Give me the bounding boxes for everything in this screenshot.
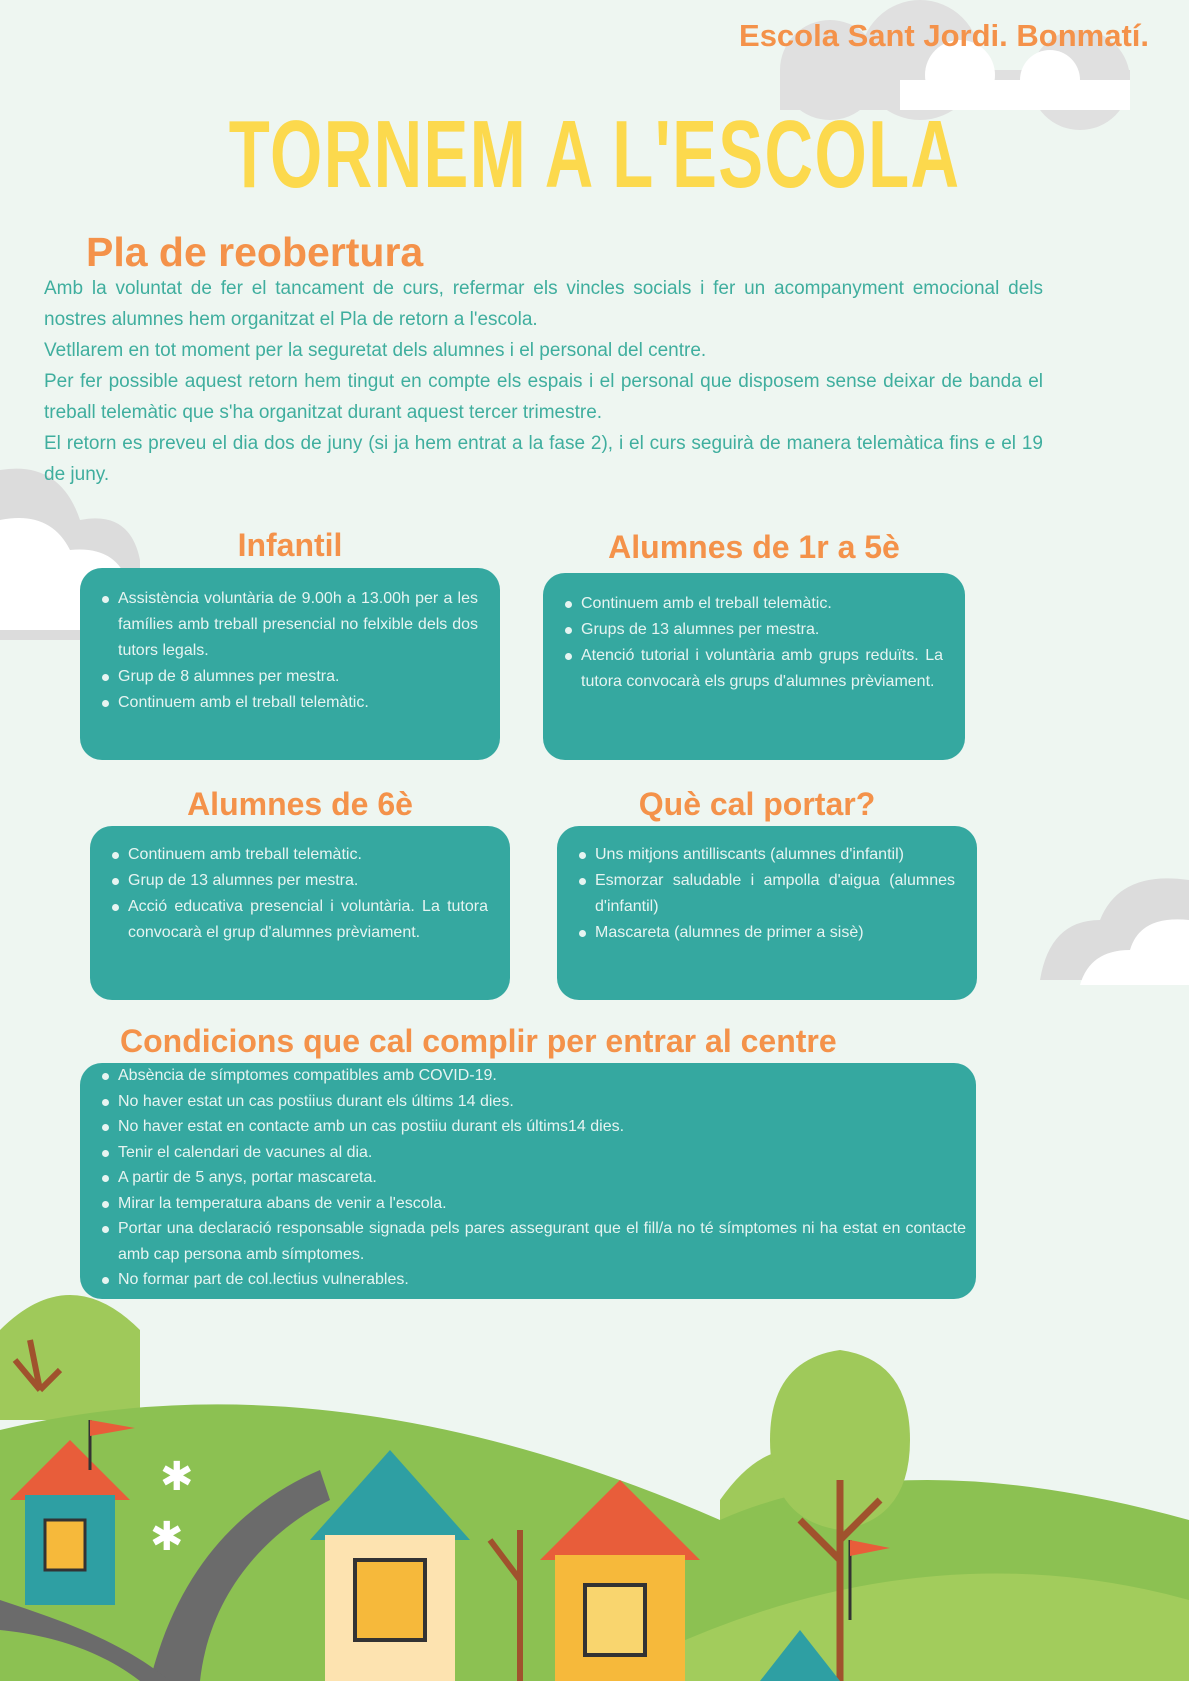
list-item: Esmorzar saludable i ampolla d'aigua (alumnes d'infantil) [579, 868, 955, 920]
page-subtitle: Pla de reobertura [86, 229, 424, 275]
list-item: A partir de 5 anys, portar mascareta. [102, 1165, 966, 1191]
infantil-box [80, 568, 500, 760]
section-heading-primer-cinque: Alumnes de 1r a 5è [608, 529, 900, 565]
list-item: Absència de símptomes compatibles amb COVID-19. [102, 1063, 966, 1089]
page-title [0, 100, 1189, 210]
list-item: Uns mitjons antilliscants (alumnes d'infantil) [579, 842, 955, 868]
list-item: Grups de 13 alumnes per mestra. [565, 617, 943, 643]
list-item: Continuem amb el treball telemàtic. [565, 591, 943, 617]
list-item: Mascareta (alumnes de primer a sisè) [579, 920, 955, 946]
condicions-box [80, 1063, 976, 1299]
primer-cinque-box [543, 573, 965, 760]
sise-list [112, 842, 488, 946]
condicions-list [102, 1063, 966, 1293]
list-item: Acció educativa presencial i voluntària. La tutora convocarà el grup d'alumnes prèviament. [112, 894, 488, 946]
list-item: Grup de 8 alumnes per mestra. [102, 664, 478, 690]
list-item: Tenir el calendari de vacunes al dia. [102, 1140, 966, 1166]
intro-paragraph: Vetllarem en tot moment per la seguretat dels alumnes i el personal del centre. [44, 340, 707, 361]
list-item: No haver estat en contacte amb un cas postiiu durant els últims14 dies. [102, 1114, 966, 1140]
portar-list [579, 842, 955, 946]
primer-cinque-list [565, 591, 943, 695]
intro-text [44, 273, 1043, 490]
title-text: TORNEM A L'ESCOLA [228, 101, 961, 208]
list-item: No haver estat un cas postiius durant els últims 14 dies. [102, 1089, 966, 1115]
intro-paragraph: El retorn es preveu el dia dos de juny (si ja hem entrat a la fase 2), i el curs seguirà de manera telemàtica fins e el 19 de juny. [44, 433, 1043, 485]
list-item: No formar part de col.lectius vulnerables. [102, 1267, 966, 1293]
village-illustration [0, 1295, 1189, 1681]
section-heading-sise: Alumnes de 6è [187, 786, 413, 822]
school-name: Escola Sant Jordi. Bonmatí. [739, 18, 1149, 53]
section-heading-portar: Què cal portar? [638, 786, 876, 822]
list-item: Continuem amb treball telemàtic. [112, 842, 488, 868]
intro-paragraph: Per fer possible aquest retorn hem tingut en compte els espais i el personal que disposem sense deixar de banda el treball telemàtic que s'ha organitzat durant aquest tercer trimestre. [44, 371, 1043, 423]
intro-paragraph: Amb la voluntat de fer el tancament de curs, refermar els vincles socials i fer un acompanyment emocional dels nostres alumnes hem organitzat el Pla de retorn a l'escola. [44, 278, 1043, 330]
svg-text:✱: ✱ [160, 1455, 194, 1499]
list-item: Continuem amb el treball telemàtic. [102, 690, 478, 716]
infantil-list [102, 586, 478, 716]
portar-box [557, 826, 977, 1000]
section-heading-condicions: Condicions que cal complir per entrar al centre [120, 1023, 837, 1059]
list-item: Assistència voluntària de 9.00h a 13.00h per a les famílies amb treball presencial no felxible dels dos tutors legals. [102, 586, 478, 664]
svg-text:✱: ✱ [150, 1515, 184, 1559]
list-item: Atenció tutorial i voluntària amb grups reduïts. La tutora convocarà els grups d'alumnes prèviament. [565, 643, 943, 695]
list-item: Mirar la temperatura abans de venir a l'escola. [102, 1191, 966, 1217]
list-item: Grup de 13 alumnes per mestra. [112, 868, 488, 894]
sise-box [90, 826, 510, 1000]
section-heading-infantil: Infantil [237, 527, 343, 563]
list-item: Portar una declaració responsable signada pels pares assegurant que el fill/a no té símptomes ni ha estat en contacte amb cap persona amb símptomes. [102, 1216, 966, 1267]
